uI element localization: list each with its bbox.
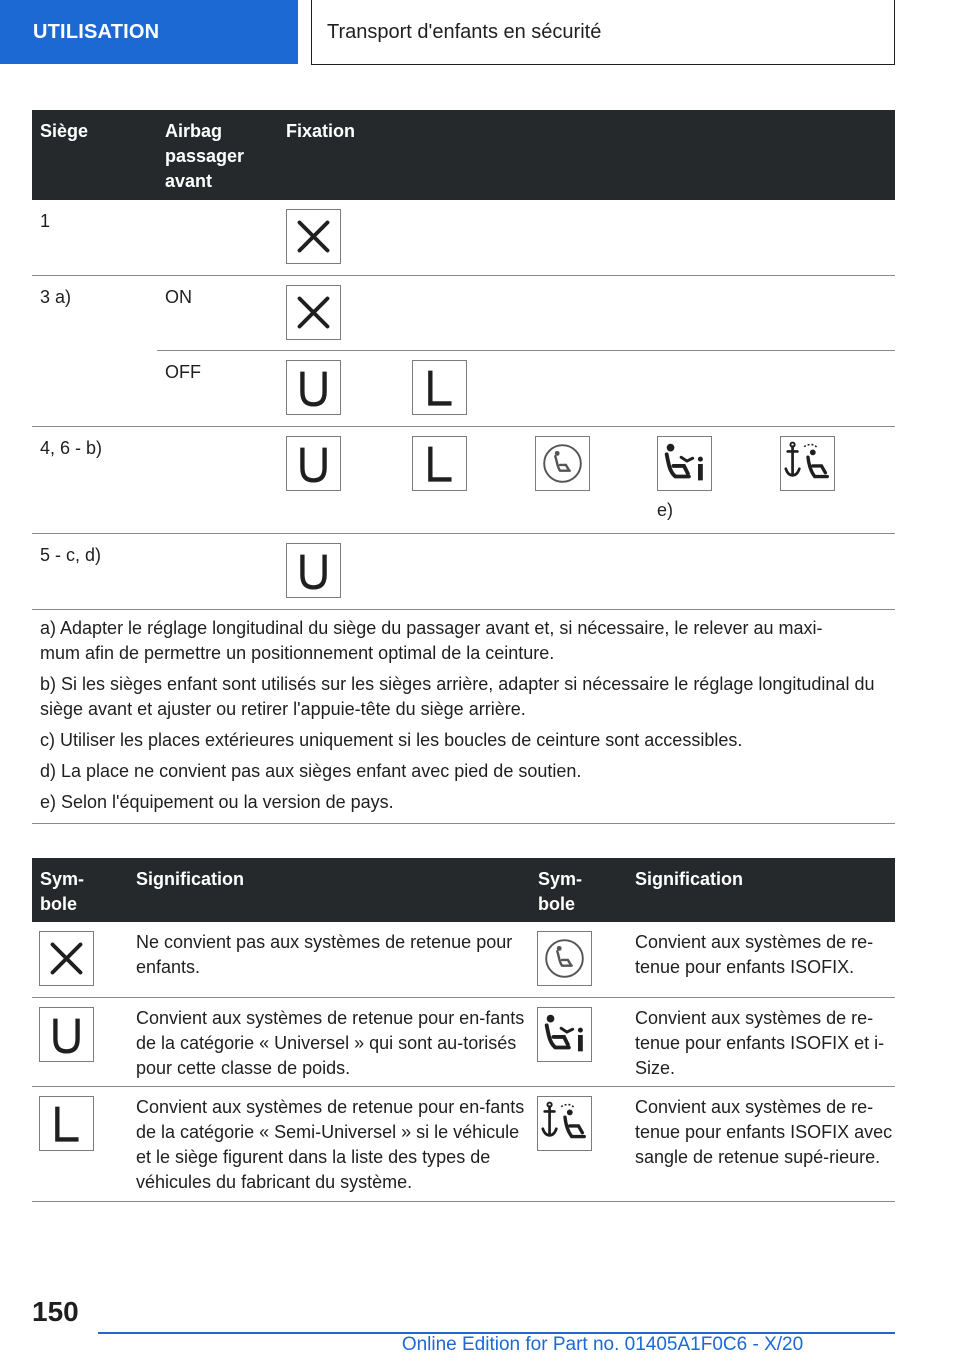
symbol-legend-table [32,858,895,1202]
airbag-state: OFF [165,362,201,382]
table-row [32,427,895,534]
not-suitable-icon [286,285,341,340]
header-airbag: Airbag passager avant [165,121,245,191]
table-row [32,276,895,351]
footnote-e: e) Selon l'équipement ou la version de pays. [40,792,394,812]
not-suitable-icon [39,931,94,986]
seat-label: 3 a) [40,287,72,307]
footnote-a: a) Adapter le réglage longitudinal du siège du passager avant et, si nécessaire, le relever au maxi- mum afin de permettre un positionnement optimal de la ceinture. [40,618,823,663]
semi-universal-icon [412,436,467,491]
header-meaning-right: Signification [635,869,743,889]
legend-row [32,922,895,998]
legend-row [32,998,895,1087]
isofix-icon [535,436,590,491]
header-symbol-right: Sym- bole [538,869,583,914]
legend-row [32,1087,895,1202]
seat-label: 1 [40,211,51,231]
universal-icon [286,436,341,491]
footnote-c: c) Utiliser les places extérieures uniquement si les boucles de ceinture sont accessibles. [40,730,743,750]
table-row [32,200,895,276]
isofix-isize-icon [537,1007,592,1062]
semi-universal-icon [39,1096,94,1151]
airbag-state: ON [165,287,192,307]
footnote-d: d) La place ne convient pas aux sièges enfant avec pied de soutien. [40,761,582,781]
universal-icon [286,543,341,598]
universal-icon [39,1007,94,1062]
header-symbol-left: Sym- bole [40,869,85,914]
isofix-top-tether-icon [537,1096,592,1151]
isofix-top-tether-icon [780,436,835,491]
table-row [32,534,895,610]
semi-universal-icon [412,360,467,415]
legend-text: Ne convient pas aux systèmes de retenue pour enfants. [136,932,513,977]
universal-icon [286,360,341,415]
seat-label: 5 - c, d) [40,545,102,565]
legend-text: Convient aux systèmes de retenue pour en-fants de la catégorie « Semi-Universel » si le véhicule et le siège figurent dans la liste des types de véhicules du fabricant du système. [136,1097,525,1192]
page-number: 150 [32,1296,79,1327]
seat-label: 4, 6 - b) [40,438,103,458]
edition-note: Online Edition for Part no. 01405A1F0C6 - X/20 [401,1334,804,1355]
seat-table [32,110,895,610]
header-fixation: Fixation [286,121,356,141]
header-meaning-left: Signification [136,869,244,889]
isofix-isize-icon [657,436,712,491]
table-row [32,351,895,427]
chapter-title: Transport d'enfants en sécurité [311,0,895,65]
legend-text: Convient aux systèmes de re-tenue pour enfants ISOFIX. [635,932,874,977]
legend-text: Convient aux systèmes de retenue pour en-fants de la catégorie « Universel » qui sont au-torisés pour cette classe de poids. [136,1008,525,1078]
legend-text: Convient aux systèmes de re-tenue pour enfants ISOFIX et i-Size. [635,1008,885,1078]
footnote-b: b) Si les sièges enfant sont utilisés sur les sièges arrière, adapter si nécessaire le réglage longitudinal du siège avant et ajuster ou retirer l'appuie-tête du siège arrière. [40,674,875,719]
not-suitable-icon [286,209,341,264]
table-footnotes [32,611,895,824]
isofix-icon [537,931,592,986]
section-tab: UTILISATION [0,0,298,64]
fixation-footnote-ref: e) [657,500,674,520]
seat-table-header [32,110,895,200]
legend-table-header [32,858,895,922]
legend-text: Convient aux systèmes de re-tenue pour enfants ISOFIX avec sangle de retenue supé-rieure. [635,1097,893,1167]
header-seat: Siège [40,121,89,141]
